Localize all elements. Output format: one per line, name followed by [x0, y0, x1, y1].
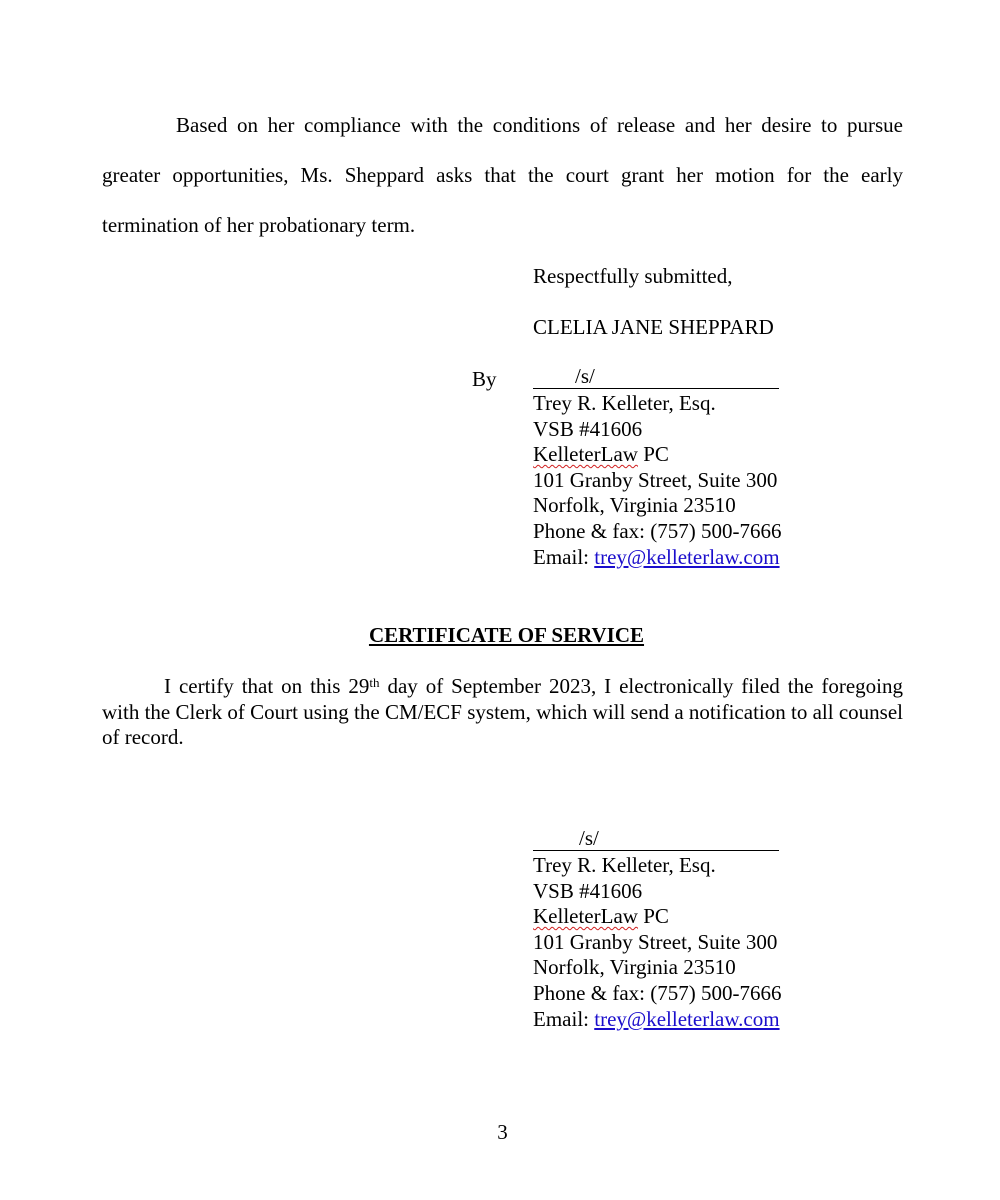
email-label: Email:: [533, 544, 595, 569]
page-number: 3: [497, 1120, 508, 1144]
attorney-block: [533, 391, 781, 570]
bar-number: VSB #41606: [533, 878, 643, 903]
closing-salutation: Respectfully submitted,: [533, 264, 733, 288]
phone-fax: Phone & fax: (757) 500-7666: [533, 518, 782, 543]
certificate-signature-mark: /s/: [579, 826, 599, 850]
signature-mark: /s/: [575, 364, 595, 388]
firm-suffix: PC: [637, 442, 669, 467]
attorney-name: Trey R. Kelleter, Esq.: [533, 853, 716, 877]
email-line: [533, 545, 781, 571]
firm-name: KelleterLaw: [533, 442, 638, 467]
bar-number: VSB #41606: [533, 416, 643, 441]
by-label: By: [472, 367, 497, 391]
ordinal-suffix: th: [369, 675, 380, 690]
firm-name-line: [533, 904, 781, 930]
phone-fax: Phone & fax: (757) 500-7666: [533, 980, 782, 1005]
certificate-paragraph: I certify that on this 29th day of September 2023, I electronically filed the foregoing with the Clerk of Court using the CM/ECF system, which will send a notification to all counsel of record.: [102, 674, 903, 750]
firm-suffix: PC: [637, 904, 669, 929]
client-name: CLELIA JANE SHEPPARD: [533, 315, 774, 339]
certificate-attorney-block: [533, 853, 781, 1032]
certificate-heading: CERTIFICATE OF SERVICE: [368, 623, 645, 647]
address-line2: Norfolk, Virginia 23510: [533, 955, 736, 980]
address-line2: Norfolk, Virginia 23510: [533, 493, 736, 518]
email-label: Email:: [533, 1006, 595, 1031]
attorney-name: Trey R. Kelleter, Esq.: [533, 391, 716, 415]
certificate-signature-line: [533, 826, 779, 851]
email-link[interactable]: trey@kelleterlaw.com: [594, 544, 780, 569]
firm-name: KelleterLaw: [533, 904, 638, 929]
email-line: [533, 1007, 781, 1033]
address-line1: 101 Granby Street, Suite 300: [533, 929, 778, 954]
address-line1: 101 Granby Street, Suite 300: [533, 467, 778, 492]
firm-name-line: [533, 442, 781, 468]
closing-paragraph: Based on her compliance with the conditions of release and her desire to pursue greater opportunities, Ms. Sheppard asks that the court grant her motion for the early termination of her probationary term.: [102, 113, 903, 237]
email-link[interactable]: trey@kelleterlaw.com: [594, 1006, 780, 1031]
signature-line: [533, 364, 779, 389]
